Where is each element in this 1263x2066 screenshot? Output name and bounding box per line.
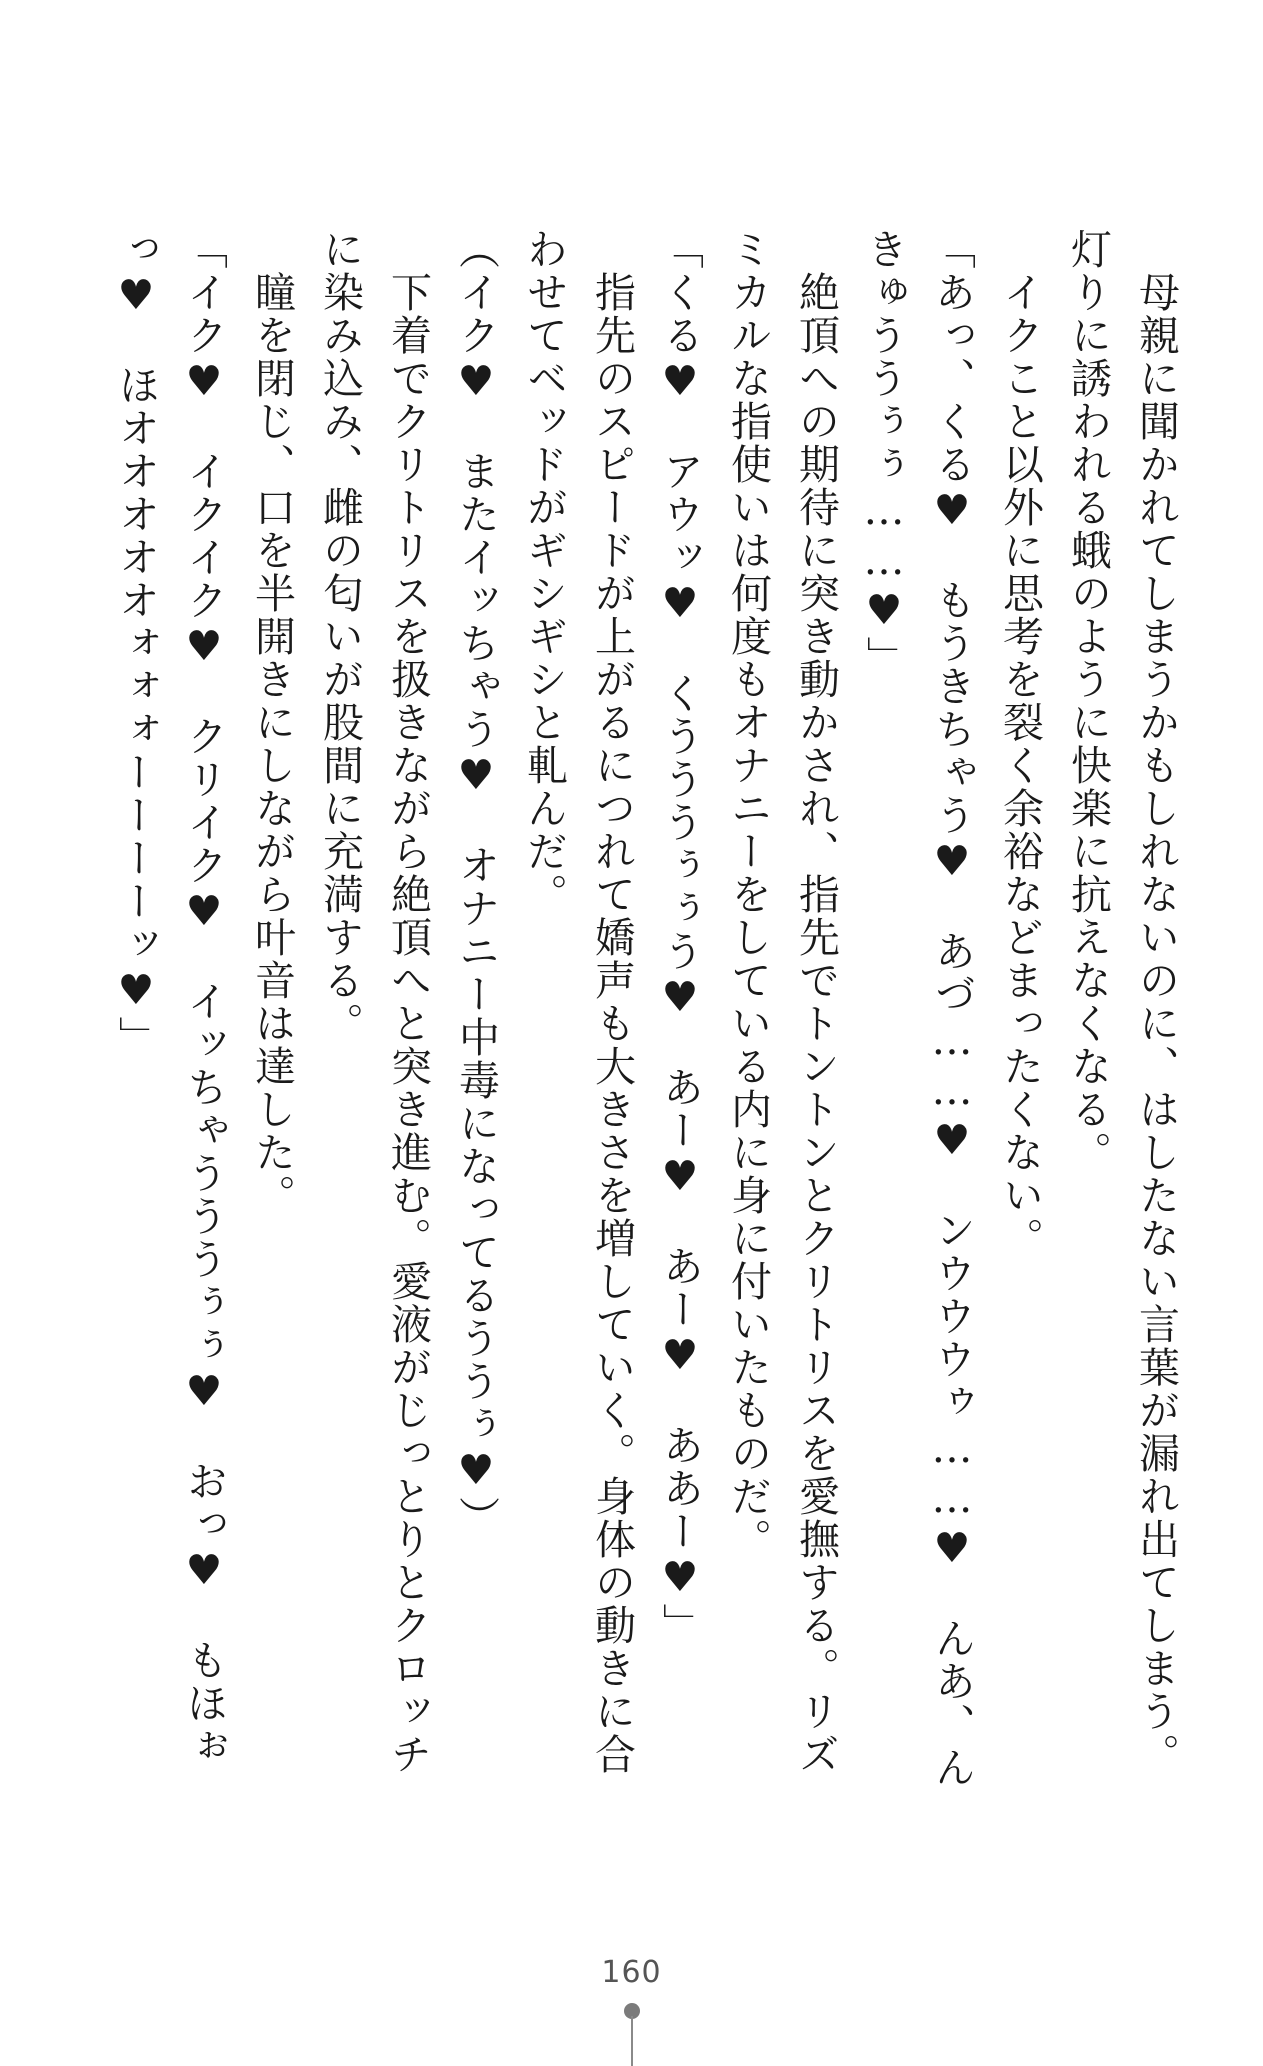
dialogue-3: 「イク♥ イクイク♥ クリイク♥ イッちゃうううぅぅ♥ おっ♥ もほぉっ♥ ほオオオオオォォォーーーーッ♥」	[112, 228, 228, 1768]
paragraph-5: 下着でクリトリスを扱きながら絶頂へと突き進む。愛液がじっとりとクロッチに染み込み、雌の匂いが股間に充満する。	[316, 228, 432, 1776]
paragraph-1: 母親に聞かれてしまうかもしれないのに、はしたない言葉が漏れ出てしまう。灯りに誘われる蛾のように快楽に抗えなくなる。	[1064, 228, 1180, 1776]
dialogue-2: 「くる♥ アウッ♥ くうううぅぅう♥ あー♥ あー♥ ああー♥」	[656, 228, 704, 1646]
paragraph-2: イクこと以外に思考を裂く余裕などまったくない。	[996, 228, 1044, 1260]
paragraph-4: 指先のスピードが上がるにつれて嬌声も大きさを増していく。身体の動きに合わせてベッドがギシギシと軋んだ。	[520, 228, 636, 1776]
paragraph-6: 瞳を閉じ、口を半開きにしながら叶音は達した。	[248, 228, 296, 1217]
page-number: 160	[601, 1955, 662, 1990]
dialogue-1: 「あっ、くる♥ もうきちゃう♥ あづ……♥ ンウウウゥ……♥ んあ、んきゅううぅぅ……♥」	[860, 228, 976, 1789]
paragraph-3: 絶頂への期待に突き動かされ、指先でトントンとクリトリスを愛撫する。リズミカルな指使いは何度もオナニーをしている内に身に付いたものだ。	[724, 228, 840, 1776]
page-marker-line	[631, 2016, 633, 2066]
thought-1: （イク♥ またイッちゃう♥ オナニー中毒になってるううぅ♥）	[452, 228, 500, 1539]
vertical-text-body	[80, 228, 1190, 1808]
